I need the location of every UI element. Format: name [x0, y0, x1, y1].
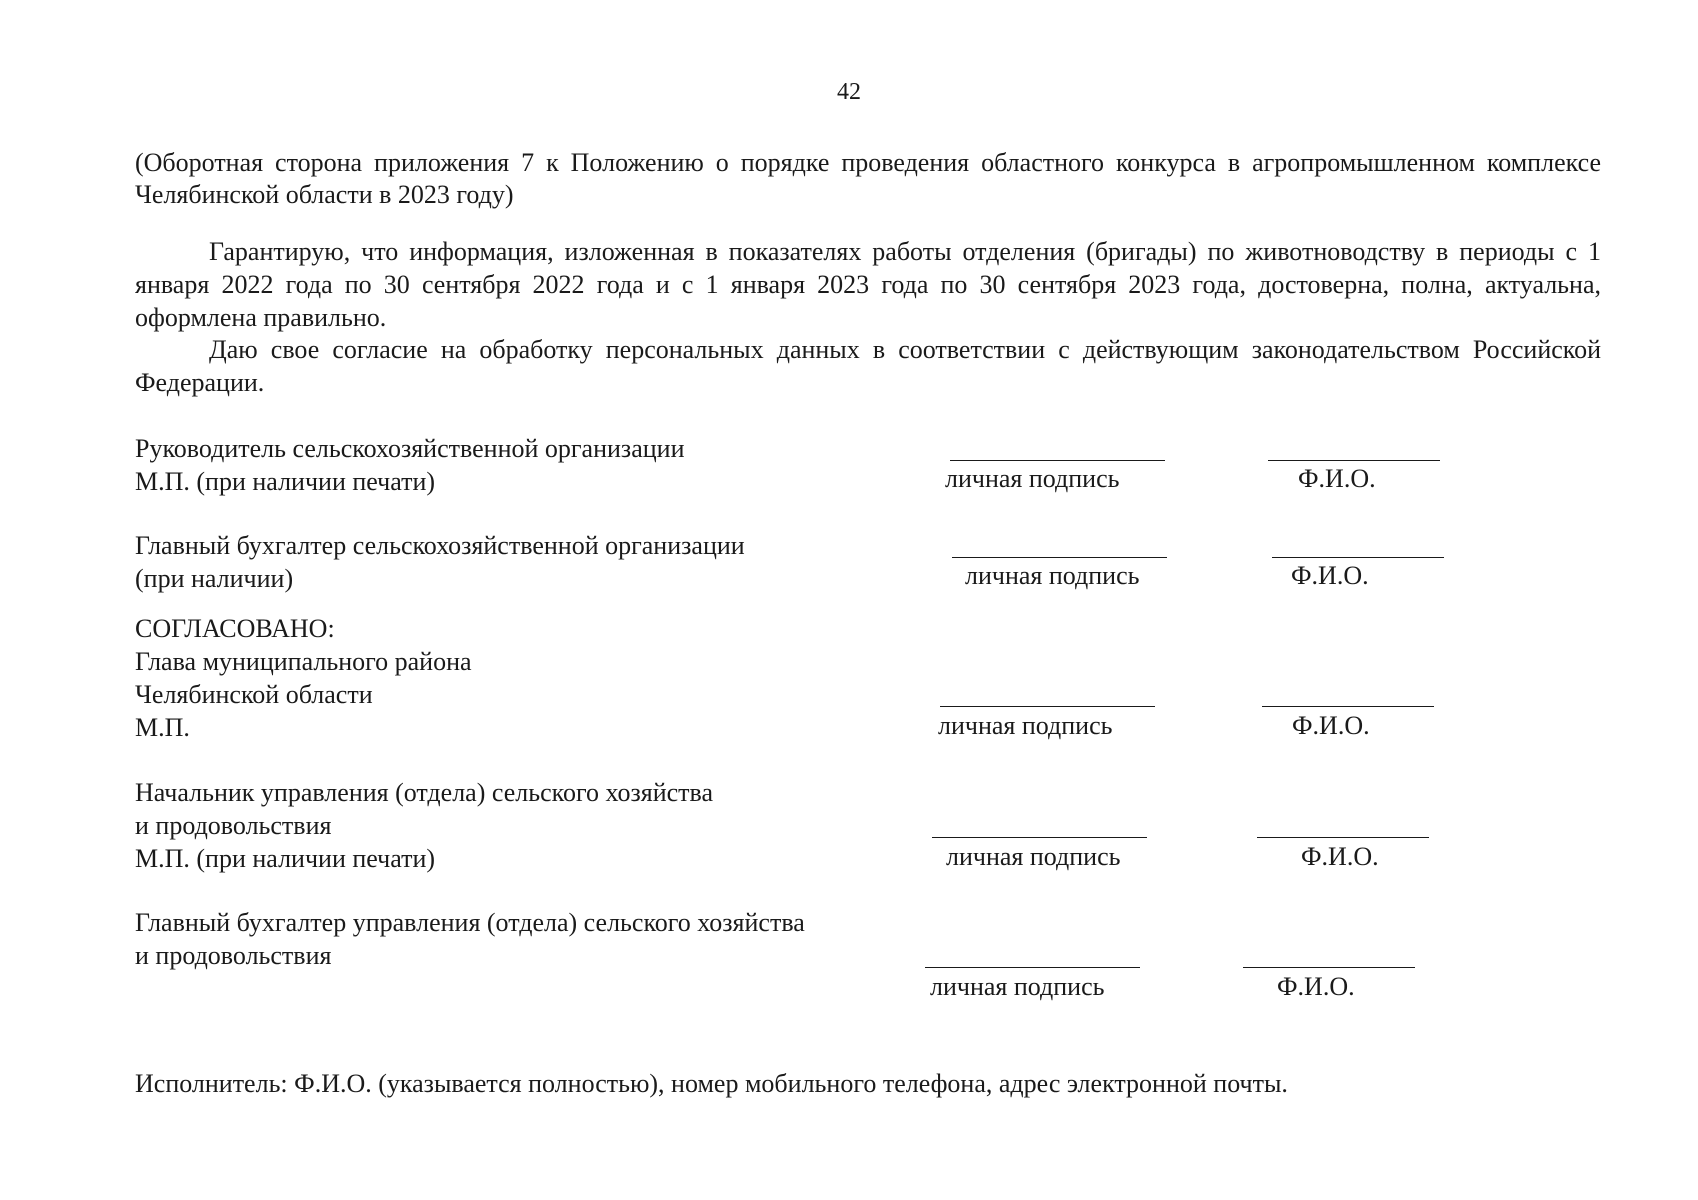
name-caption: Ф.И.О.: [1298, 464, 1376, 493]
signatory-title-line: (при наличии): [135, 564, 294, 593]
name-line: [1243, 967, 1415, 968]
signatory-chief-accountant-department: [135, 906, 805, 972]
consent-paragraph: Даю свое согласие на обработку персональных данных в соответствии с действующим законодательством Российской Федерации.: [135, 335, 1601, 397]
name-line: [1268, 460, 1440, 461]
signatory-title-line: Руководитель сельскохозяйственной организации: [135, 434, 685, 463]
signatory-title-line: и продовольствия: [135, 811, 332, 840]
signature-caption: личная подпись: [930, 972, 1105, 1001]
name-caption: Ф.И.О.: [1291, 561, 1369, 590]
signature-caption: личная подпись: [938, 711, 1113, 740]
signatory-chief-accountant-organization: [135, 529, 745, 595]
signatory-title-line: СОГЛАСОВАНО:: [135, 614, 335, 643]
signature-caption: личная подпись: [965, 561, 1140, 590]
guarantee-paragraph: Гарантирую, что информация, изложенная в показателях работы отделения (бригады) по животноводству в периоды с 1 января 2022 года по 30 сентября 2022 года и с 1 января 2023 года по 30 сентября 2023 года, достоверна, полна, актуальна, оформлена правильно.: [135, 237, 1601, 332]
signatory-head-of-organization: [135, 432, 684, 498]
signature-line: [932, 837, 1147, 838]
name-line: [1257, 837, 1429, 838]
signatory-title-line: Челябинской области: [135, 680, 373, 709]
signature-line: [952, 557, 1167, 558]
signatory-title-line: Начальник управления (отдела) сельского хозяйства: [135, 778, 714, 807]
page-number: 42: [837, 79, 861, 105]
signature-line: [950, 460, 1165, 461]
signatory-title-line: М.П.: [135, 713, 190, 742]
signatory-head-of-agriculture-department: [135, 776, 713, 875]
signatory-title-line: и продовольствия: [135, 941, 332, 970]
signatory-title-line: Глава муниципального района: [135, 647, 472, 676]
executor-note: Исполнитель: Ф.И.О. (указывается полностью), номер мобильного телефона, адрес электронной почты.: [135, 1069, 1288, 1098]
name-caption: Ф.И.О.: [1301, 842, 1379, 871]
signature-caption: личная подпись: [946, 842, 1121, 871]
signature-line: [925, 967, 1140, 968]
signature-caption: личная подпись: [945, 464, 1120, 493]
name-caption: Ф.И.О.: [1292, 711, 1370, 740]
signatory-title-line: Главный бухгалтер управления (отдела) сельского хозяйства: [135, 908, 805, 937]
signature-line: [940, 706, 1155, 707]
signatory-title-line: М.П. (при наличии печати): [135, 467, 436, 496]
name-caption: Ф.И.О.: [1277, 972, 1355, 1001]
name-line: [1262, 706, 1434, 707]
signatory-head-of-municipal-district: [135, 612, 472, 744]
appendix-reference-note: (Оборотная сторона приложения 7 к Положению о порядке проведения областного конкурса в агропромышленном комплексе Челябинской области в 2023 году): [135, 148, 1601, 209]
signatory-title-line: М.П. (при наличии печати): [135, 844, 436, 873]
signatory-title-line: Главный бухгалтер сельскохозяйственной организации: [135, 531, 745, 560]
name-line: [1272, 557, 1444, 558]
